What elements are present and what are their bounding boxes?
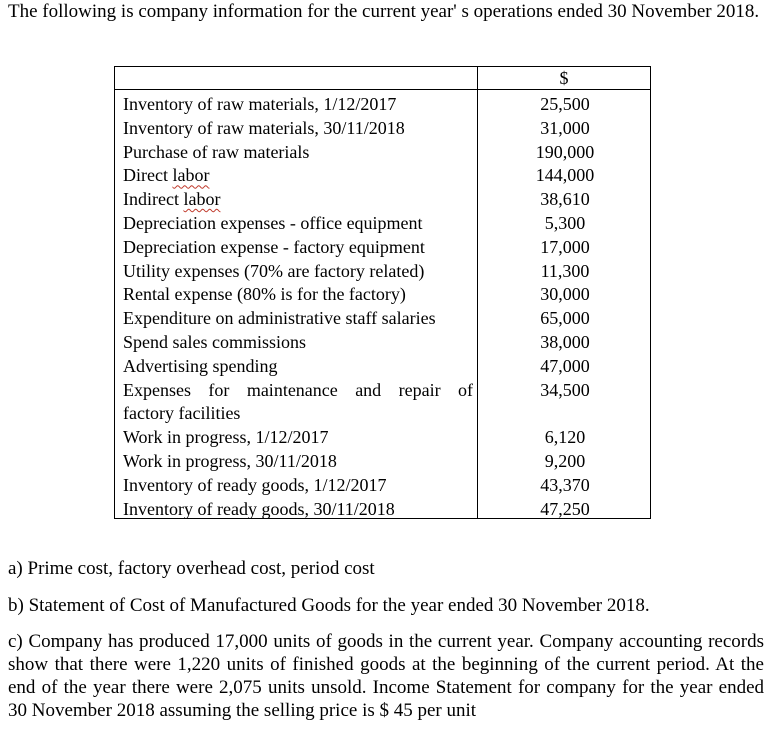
row-value: 31,000 <box>540 117 590 138</box>
table-row <box>123 212 650 236</box>
table-row <box>123 283 650 307</box>
row-label: Utility expenses (70% are factory related) <box>123 260 425 281</box>
question-b: b) Statement of Cost of Manufactured Goods for the year ended 30 November 2018. <box>8 595 650 616</box>
row-value: 65,000 <box>540 308 590 329</box>
row-label: Inventory of ready goods, 30/11/2018 <box>123 498 395 519</box>
table-row <box>123 117 650 141</box>
row-label: Rental expense (80% is for the factory) <box>123 284 406 305</box>
spellcheck-marked-word: labor <box>172 165 210 186</box>
table-row <box>123 379 650 427</box>
row-value: 38,610 <box>540 189 590 210</box>
row-label-prefix: Indirect <box>123 189 184 210</box>
row-label: Inventory of raw materials, 30/11/2018 <box>123 117 405 138</box>
table-row <box>123 141 650 165</box>
intro-text: The following is company information for the current year' s operations ended 30 November 2018. <box>8 1 760 22</box>
row-value: 43,370 <box>540 474 590 495</box>
row-label: Purchase of raw materials <box>123 141 310 162</box>
table-row <box>123 93 650 117</box>
table-row <box>123 331 650 355</box>
row-value: 190,000 <box>535 141 595 162</box>
header-divider <box>115 89 650 90</box>
table-row <box>123 426 650 450</box>
row-value: 5,300 <box>544 212 586 233</box>
table-body <box>123 93 650 521</box>
row-label-line1: Expenses for maintenance and repair of <box>123 379 473 400</box>
table-row <box>123 236 650 260</box>
row-label: Work in progress, 1/12/2017 <box>123 427 329 448</box>
row-label: Advertising spending <box>123 355 278 376</box>
row-label: Spend sales commissions <box>123 331 306 352</box>
table-row <box>123 450 650 474</box>
row-label: Work in progress, 30/11/2018 <box>123 450 337 471</box>
row-value: 11,300 <box>540 260 590 281</box>
row-value: 38,000 <box>540 331 590 352</box>
question-c: c) Company has produced 17,000 units of goods in the current year. Company accounting records show that there were 1,220 units of finished goods at the beginning of the current period. At the end of the year there were 2,075 units unsold. Income Statement for company for the year ended 30 November 2018 assuming the selling price is $ 45 per unit <box>8 631 764 721</box>
row-label <box>123 164 473 188</box>
row-label-line2: factory facilities <box>123 403 241 424</box>
row-label: Inventory of ready goods, 1/12/2017 <box>123 474 387 495</box>
question-a: a) Prime cost, factory overhead cost, period cost <box>8 558 375 579</box>
row-value: 34,500 <box>540 379 590 400</box>
table-row <box>123 474 650 498</box>
row-value: 25,500 <box>540 94 590 114</box>
table-row <box>123 260 650 284</box>
table-row <box>123 164 650 188</box>
row-label: Depreciation expense - factory equipment <box>123 236 425 257</box>
row-label: Depreciation expenses - office equipment <box>123 212 423 233</box>
table-row <box>123 307 650 331</box>
spellcheck-marked-word: labor <box>183 189 221 210</box>
cost-data-table <box>114 66 651 519</box>
row-value: 17,000 <box>540 236 590 257</box>
table-row <box>123 498 650 522</box>
row-label: Expenditure on administrative staff salaries <box>123 308 436 329</box>
row-value: 9,200 <box>544 450 586 471</box>
table-row <box>123 355 650 379</box>
row-value: 144,000 <box>535 165 595 186</box>
row-value: 6,120 <box>544 427 586 448</box>
row-label <box>123 188 473 212</box>
table-row <box>123 188 650 212</box>
row-value: 47,000 <box>540 355 590 376</box>
row-label-prefix: Direct <box>123 165 173 186</box>
currency-header: $ <box>559 68 569 88</box>
row-value: 30,000 <box>540 284 590 305</box>
row-label: Inventory of raw materials, 1/12/2017 <box>123 94 397 114</box>
row-value: 47,250 <box>540 498 590 519</box>
